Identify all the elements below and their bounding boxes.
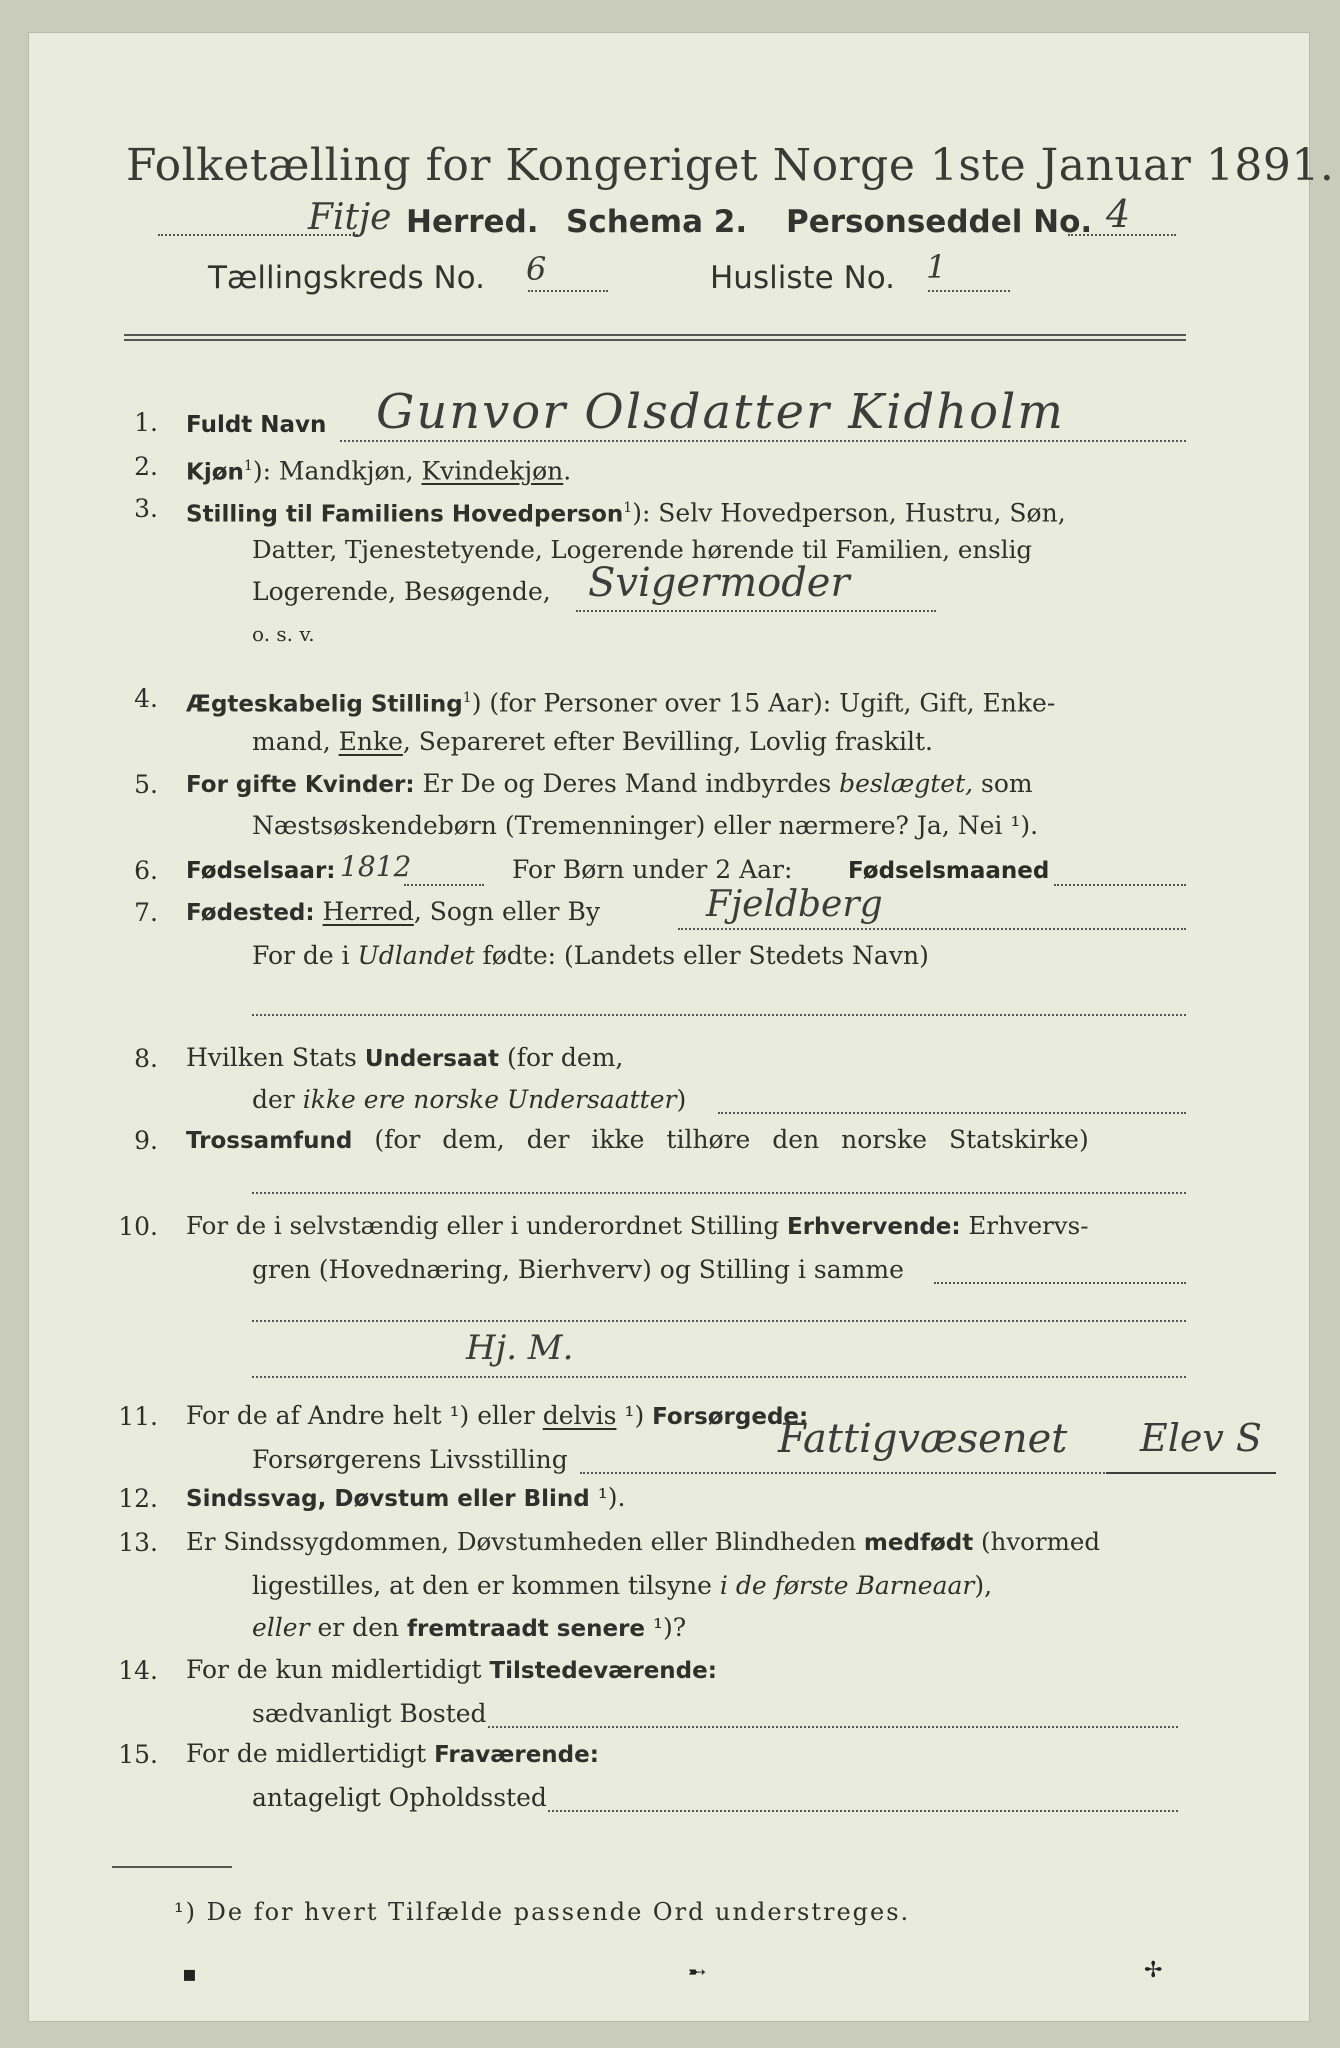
personseddel-label: Personseddel No. [786, 204, 1093, 240]
item-12-label: Sindssvag, Døvstum eller Blind [186, 1486, 590, 1512]
item-4-l2u: Enke [338, 727, 403, 756]
item-4-l2b: , Separeret efter Bevilling, Lovlig fraskilt. [402, 727, 933, 756]
item-13-l2i: i de første Barneaar [719, 1571, 975, 1600]
footnote-rule [112, 1866, 232, 1868]
item-8-line-1 [186, 1040, 623, 1077]
item-4-sup: 1 [462, 690, 472, 706]
item-7-line-2 [252, 938, 929, 974]
footnote: ¹) De for hvert Tilfælde passende Ord understreges. [174, 1898, 911, 1926]
item-13-line-2 [252, 1568, 992, 1604]
item-10-line-2: gren (Hovednæring, Bierhverv) og Stilling i samme [252, 1255, 904, 1284]
item-13-l3b: fremtraadt senere [407, 1616, 646, 1642]
item-4-label: Ægteskabelig Stilling [186, 691, 463, 718]
item-14-line-2: sædvanligt Bosted [252, 1699, 487, 1728]
item-13-line-3 [252, 1610, 686, 1647]
item-4-number: 4. [134, 684, 158, 713]
item-10-l1b: Erhvervende: [787, 1214, 961, 1240]
schema-label: Schema 2. [566, 204, 748, 240]
item-7-l2i: Udlandet [357, 941, 475, 970]
item-7-l2a: For de i [252, 941, 358, 970]
item-7-value: Fjeldberg [706, 884, 883, 925]
item-9-number: 9. [134, 1126, 158, 1155]
item-7-dots [678, 928, 1186, 930]
item-9-label: Trossamfund [186, 1128, 353, 1154]
item-8-l1c: (for dem, [499, 1043, 624, 1072]
item-13-l2a: ligestilles, at den er kommen tilsyne [252, 1571, 720, 1600]
item-13-l1b: medfødt [863, 1530, 974, 1556]
item-3-value: Svigermoder [588, 560, 850, 606]
personseddel-dots [1068, 234, 1176, 236]
item-14-l1b: Tilstedeværende: [489, 1658, 717, 1684]
item-7-line-1 [186, 894, 600, 931]
item-11-l1a: For de af Andre helt ¹) eller [186, 1401, 543, 1430]
item-11-value-2: Elev S [1140, 1416, 1262, 1460]
item-11-line-1 [186, 1398, 808, 1435]
item-12-number: 12. [118, 1484, 158, 1513]
item-1-dots [340, 440, 1186, 442]
item-3-label: Stilling til Familiens Hovedperson [186, 501, 624, 528]
item-11-handwritten-stroke [1106, 1472, 1276, 1474]
item-3-line-1 [186, 490, 1066, 532]
item-8-l2a: der [252, 1085, 303, 1114]
item-6-dots-2 [1054, 884, 1186, 886]
item-13-number: 13. [118, 1528, 158, 1557]
item-2-label: Kjøn [186, 459, 244, 486]
item-2-underlined: Kvindekjøn [421, 456, 564, 486]
herred-value: Fitje [308, 197, 392, 238]
item-3-dots [576, 610, 936, 612]
item-15-dots [548, 1810, 1178, 1812]
item-2-rest-b: . [563, 456, 572, 486]
item-8-l2i: ikke ere norske Undersaatter [302, 1085, 677, 1114]
item-15-line-2: antageligt Opholdssted [252, 1783, 547, 1812]
item-13-l1a: Er Sindssygdommen, Døvstumheden eller Blindheden [186, 1527, 864, 1556]
item-13-l3i: eller [252, 1613, 310, 1642]
item-7-underlined: Herred [322, 897, 414, 926]
item-10-l1a: For de i selvstændig eller i underordnet Stilling [186, 1211, 787, 1240]
item-1-label: Fuldt Navn [186, 412, 327, 438]
item-10-number: 10. [118, 1212, 158, 1241]
item-1-value: Gunvor Olsdatter Kidholm [376, 384, 1065, 440]
item-6-value: 1812 [340, 850, 412, 883]
item-4-l1: ) (for Personer over 15 Aar): Ugift, Gift, Enke- [471, 688, 1056, 718]
print-mark-right: ✢ [1144, 1958, 1163, 1983]
item-6-label-2: Fødselsmaaned [848, 858, 1050, 884]
item-10-line-1 [186, 1208, 1089, 1245]
item-2-text [186, 448, 571, 490]
item-14-dots [488, 1726, 1178, 1728]
item-9-dots [252, 1192, 1186, 1194]
item-1-number: 1. [134, 408, 158, 437]
item-5-l1b: som [973, 769, 1033, 798]
item-4-l2a: mand, [252, 727, 339, 756]
item-2-rest-a: ): Mandkjøn, [252, 456, 422, 486]
print-mark-center: ➸ [688, 1960, 707, 1985]
item-3-number: 3. [134, 494, 158, 523]
item-13-l3a: er den [309, 1613, 408, 1642]
item-5-number: 5. [134, 770, 158, 799]
item-15-number: 15. [118, 1740, 158, 1769]
print-mark-left: ▪ [182, 1962, 197, 1987]
item-5-l1a: Er De og Deres Mand indbyrdes [414, 769, 840, 798]
item-7-dots-2 [252, 1014, 1186, 1016]
item-7-number: 7. [134, 898, 158, 927]
item-12-rest: ¹). [589, 1483, 626, 1512]
item-15-line-1 [186, 1736, 599, 1773]
item-12-line [186, 1480, 625, 1517]
item-13-l2b: ), [974, 1571, 993, 1600]
item-11-number: 11. [118, 1402, 158, 1431]
item-3-line-2: Datter, Tjenestetyende, Logerende hørende til Familien, enslig [252, 535, 1033, 564]
form-title: Folketælling for Kongeriget Norge 1ste Januar 1891. [126, 140, 1335, 191]
item-7-l2b: fødte: (Landets eller Stedets Navn) [474, 941, 929, 970]
item-8-l2b: ) [676, 1085, 687, 1114]
item-2-number: 2. [134, 452, 158, 481]
herred-label: Herred. [406, 204, 539, 240]
item-9-rest: (for dem, der ikke tilhøre den norske Statskirke) [352, 1125, 1089, 1154]
item-7-rest: , Sogn eller By [413, 897, 600, 926]
kreds-dots [528, 290, 608, 292]
item-14-line-1 [186, 1652, 717, 1689]
item-4-line-2 [252, 724, 933, 760]
item-14-l1a: For de kun midlertidigt [186, 1655, 490, 1684]
item-6-number: 6. [134, 856, 158, 885]
item-5-label: For gifte Kvinder: [186, 772, 415, 798]
item-13-line-1 [186, 1524, 1100, 1561]
kreds-value: 6 [526, 250, 547, 288]
item-15-l1a: For de midlertidigt [186, 1739, 435, 1768]
item-10-l1c: Erhvervs- [960, 1211, 1089, 1240]
item-10-dots-2 [252, 1320, 1186, 1322]
husliste-dots [928, 290, 1010, 292]
item-5-l1i: beslægtet, [839, 769, 974, 798]
item-2-sup: 1 [243, 458, 253, 474]
item-3-sup: 1 [623, 500, 633, 516]
item-11-l1b: ¹) [616, 1401, 653, 1430]
item-11-l1c: Forsørgede: [652, 1404, 809, 1430]
item-6-label: Fødselsaar: [186, 858, 336, 884]
kreds-label: Tællingskreds No. [208, 260, 485, 296]
item-11-line-2: Forsørgerens Livsstilling [252, 1445, 568, 1474]
item-3-line-4: o. s. v. [252, 622, 315, 646]
husliste-value: 1 [926, 248, 947, 286]
item-13-l3c: ¹)? [645, 1613, 687, 1642]
personseddel-value: 4 [1106, 192, 1131, 236]
item-13-l1c: (hvormed [973, 1527, 1101, 1556]
census-form-sheet [28, 32, 1335, 2022]
item-10-dots-3 [252, 1376, 1186, 1378]
item-6-mid: For Børn under 2 Aar: [512, 855, 793, 884]
item-10-value: Hj. M. [466, 1328, 574, 1368]
item-8-dots [718, 1112, 1186, 1114]
item-11-value: Fattigvæsenet [778, 1416, 1068, 1462]
item-3-l1: ): Selv Hovedperson, Hustru, Søn, [632, 498, 1066, 528]
item-10-dots-1 [934, 1282, 1186, 1284]
item-11-l1u: delvis [542, 1401, 617, 1430]
item-8-l1b: Undersaat [364, 1046, 499, 1072]
husliste-label: Husliste No. [710, 260, 896, 296]
item-3-line-3: Logerende, Besøgende, [252, 577, 551, 606]
header-rule [124, 334, 1186, 341]
item-15-l1b: Fraværende: [434, 1742, 599, 1768]
item-8-number: 8. [134, 1044, 158, 1073]
item-8-line-2 [252, 1082, 686, 1118]
item-7-label: Fødested: [186, 900, 315, 926]
item-11-dots [580, 1472, 1140, 1474]
item-5-line-1 [186, 766, 1033, 803]
item-6-dots [404, 884, 484, 886]
item-5-line-2: Næstsøskendebørn (Tremenninger) eller nærmere? Ja, Nei ¹). [252, 811, 1039, 840]
item-14-number: 14. [118, 1656, 158, 1685]
item-8-l1a: Hvilken Stats [186, 1043, 365, 1072]
item-4-line-1 [186, 680, 1055, 722]
item-9-line [186, 1122, 1089, 1159]
